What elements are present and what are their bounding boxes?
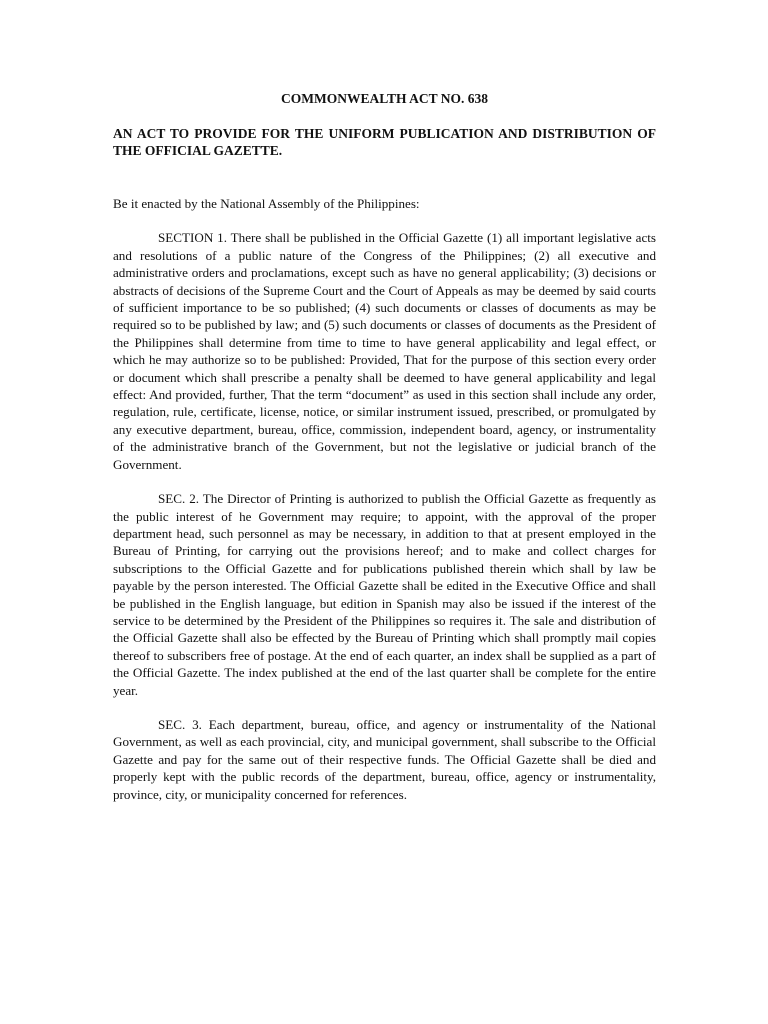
enacting-clause: Be it enacted by the National Assembly of the Philippines: (113, 196, 420, 211)
section-1: SECTION 1. There shall be published in the Official Gazette (1) all important legislative acts and resolutions of a public nature of the Congress of the Philippines; (2) all executive and administrative orders and proclamations, except such as have no general applicability; (3) decisions or abstracts of decisions of the Supreme Court and the Court of Appeals as may be deemed by said courts of sufficient importance to be so published; (4) such documents or classes of documents as may be required so to be published by law; and (5) such documents or classes of documents as the President of the Philippines shall determine from time to time to have general applicability and legal effect, or which he may authorize so to be published: Provided, That for the purpose of this section every order or document which shall prescribe a penalty shall be deemed to have general applicability and legal effect: And provided, further, That the term “document” as used in this section shall include any order, regulation, rule, certificate, license, notice, or similar instrument issued, prescribed, or promulgated by any executive department, bureau, office, commission, independent board, agency, or instrumentality of the administrative branch of the Government, but not the legislative or judicial branch of the Government. (113, 230, 656, 472)
act-title: COMMONWEALTH ACT NO. 638 (280, 91, 489, 106)
act-subtitle: AN ACT TO PROVIDE FOR THE UNIFORM PUBLICATION AND DISTRIBUTION OF THE OFFICIAL GAZETTE. (113, 126, 656, 158)
section-2: SEC. 2. The Director of Printing is authorized to publish the Official Gazette as frequently as the public interest of he Government may require; to appoint, with the approval of the proper department head, such personnel as may be necessary, in addition to that at present employed in the Bureau of Printing, for carrying out the provisions hereof; and to make and collect charges for subscriptions to the Official Gazette and for publications published therein which shall by law be payable by the person interested. The Official Gazette shall be edited in the Executive Office and shall be published in the English language, but edition in Spanish may also be issued if the interest of the service to be determined by the President of the Philippines so requires it. The sale and distribution of the Official Gazette shall also be effected by the Bureau of Printing which shall promptly mail copies thereof to subscribers free of postage. At the end of each quarter, an index shall be supplied as a part of the Official Gazette. The index published at the end of the last quarter shall be complete for the entire year. (113, 491, 656, 698)
section-3: SEC. 3. Each department, bureau, office, and agency or instrumentality of the National Government, as well as each provincial, city, and municipal government, shall subscribe to the Official Gazette and pay for the same out of their respective funds. The Official Gazette shall be died and properly kept with the public records of the department, bureau, office, agency or instrumentality, province, city, or municipality concerned for references. (113, 716, 656, 802)
document-page (113, 90, 656, 820)
